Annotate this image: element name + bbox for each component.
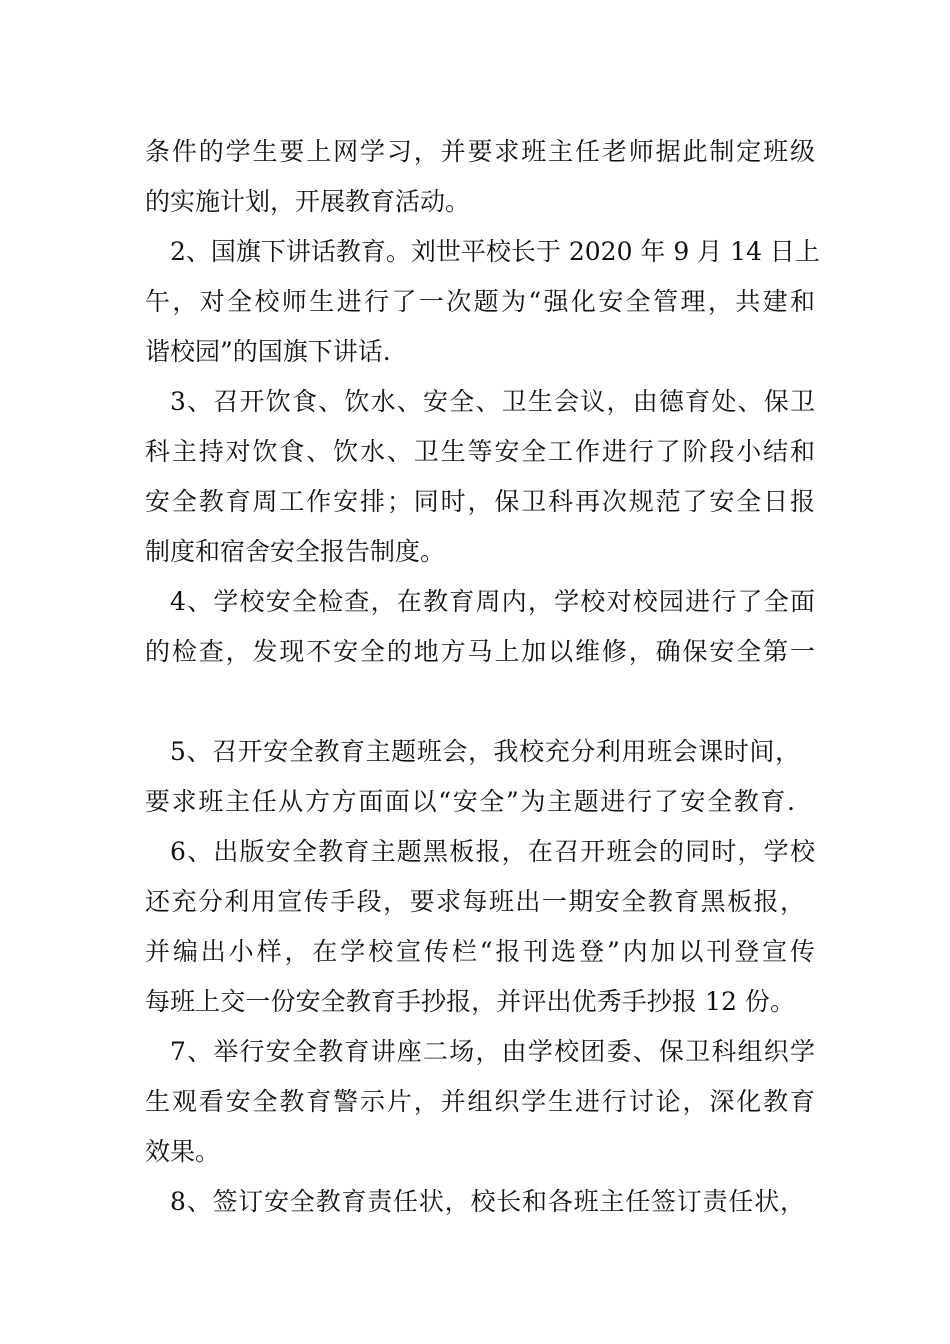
- paragraph-5-line-1: 5、召开安全教育主题班会，我校充分利用班会课时间，: [170, 737, 800, 766]
- paragraph-6-line-1: 6、出版安全教育主题黑板报，在召开班会的同时，学校: [170, 837, 815, 866]
- text-line: 生观看安全教育警示片，并组织学生进行讨论，深化教育: [145, 1087, 815, 1116]
- text-line: 午，对全校师生进行了一次题为“强化安全管理，共建和: [145, 287, 815, 316]
- text-line: 每班上交一份安全教育手抄报，并评出优秀手抄报 12 份。: [145, 987, 795, 1016]
- text-line: 的检查，发现不安全的地方马上加以维修，确保安全第一: [145, 637, 815, 666]
- paragraph-4-line-1: 4、学校安全检查，在教育周内，学校对校园进行了全面: [170, 587, 815, 616]
- text-line: 条件的学生要上网学习，并要求班主任老师据此制定班级: [145, 137, 815, 166]
- text-line: 效果。: [145, 1137, 221, 1166]
- paragraph-8-line-1: 8、签订安全教育责任状，校长和各班主任签订责任状，: [170, 1187, 805, 1216]
- paragraph-3-line-1: 3、召开饮食、饮水、安全、卫生会议，由德育处、保卫: [170, 387, 815, 416]
- text-line: 科主持对饮食、饮水、卫生等安全工作进行了阶段小结和: [145, 437, 815, 466]
- text-line: 的实施计划，开展教育活动。: [145, 187, 471, 216]
- text-line: 制度和宿舍安全报告制度。: [145, 537, 446, 566]
- text-line: 还充分利用宣传手段，要求每班出一期安全教育黑板报，: [145, 887, 805, 916]
- paragraph-2-line-1: 2、国旗下讲话教育。刘世平校长于 2020 年 9 月 14 日上: [170, 237, 820, 266]
- paragraph-7-line-1: 7、举行安全教育讲座二场，由学校团委、保卫科组织学: [170, 1037, 815, 1066]
- text-line: 并编出小样，在学校宣传栏“报刊选登”内加以刊登宣传: [145, 937, 815, 966]
- text-line: 安全教育周工作安排；同时，保卫科再次规范了安全日报: [145, 487, 815, 516]
- text-line: 要求班主任从方方面面以“安全”为主题进行了安全教育.: [145, 787, 795, 816]
- text-line: 谐校园”的国旗下讲话.: [145, 337, 391, 366]
